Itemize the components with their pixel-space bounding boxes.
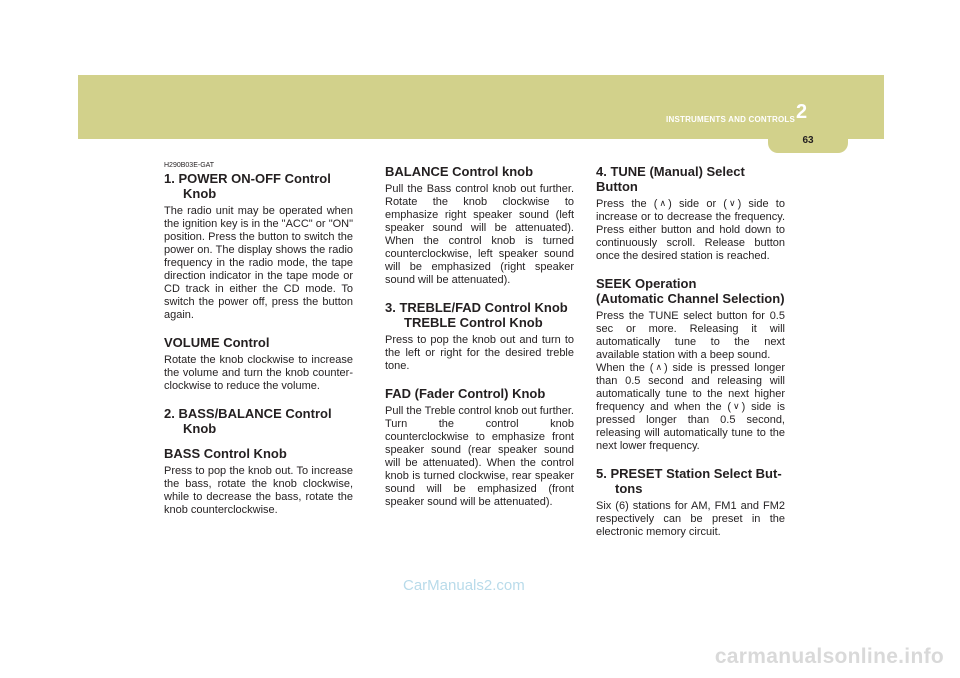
page-number: 63: [802, 135, 814, 146]
header-band: [78, 75, 884, 139]
heading-power-line2: Knob: [183, 186, 217, 201]
heading-seek-line2: (Automatic Channel Selection): [596, 291, 785, 306]
heading-power-line1: 1. POWER ON-OFF Control: [164, 171, 331, 186]
up-arrow-icon: ∧: [655, 362, 663, 372]
heading-preset-line2: tons: [615, 481, 643, 496]
heading-bass-balance-line1: 2. BASS/BALANCE Control: [164, 406, 332, 421]
seek-text-c: ) side is pressed longer than 0.5 second, releasing will automatically tune to the next lower frequency.: [596, 401, 785, 452]
footer-brand-link[interactable]: carmanualsonline.info: [714, 645, 944, 668]
down-arrow-icon: ∨: [733, 401, 740, 411]
heading-preset-line1: 5. PRESET Station Select But-: [596, 466, 782, 481]
section-code: H290B03E-GAT: [164, 162, 215, 169]
up-arrow-icon: ∧: [659, 198, 667, 208]
heading-bass-balance: [164, 406, 353, 436]
watermark-link[interactable]: CarManuals2.com: [403, 577, 525, 594]
paragraph-fad: Pull the Treble control knob out further. Turn the control knob counterclockwise to emphasize front speaker sound (rear speaker sound will be attenuated). When the control knob is turned clockwise, rear speaker sound will be emphasized (front speaker sound will be attenuated).: [385, 405, 574, 508]
down-arrow-icon: ∨: [728, 198, 736, 208]
tune-text-b: ) side or (: [668, 198, 727, 210]
heading-treble-line1: 3. TREBLE/FAD Control Knob: [385, 300, 568, 315]
column-2: [385, 158, 574, 509]
heading-fad-knob: FAD (Fader Control) Knob: [385, 386, 546, 401]
paragraph-bass: Press to pop the knob out. To increase the bass, rotate the knob clockwise, while to decrease the bass, rotate the knob counterclockwise.: [164, 465, 353, 516]
heading-bass-knob: BASS Control Knob: [164, 446, 287, 461]
heading-seek-operation: [596, 276, 785, 306]
paragraph-volume: Rotate the knob clockwise to increase the volume and turn the knob counter-clockwise to reduce the volume.: [164, 354, 353, 392]
heading-balance-knob: BALANCE Control knob: [385, 164, 534, 179]
heading-bass-balance-line2: Knob: [183, 421, 217, 436]
heading-tune-button: 4. TUNE (Manual) Select Button: [596, 164, 745, 194]
paragraph-balance: Pull the Bass control knob out further. Rotate the knob clockwise to emphasize right speaker sound (left speaker sound will be attenuated). When the control knob is turned counterclockwise, left speaker sound will be emphasized (right speaker sound will be attenuated).: [385, 183, 574, 286]
paragraph-treble: Press to pop the knob out and turn to the left or right for the desired treble tone.: [385, 334, 574, 372]
column-1: [164, 158, 353, 517]
chapter-number: 2: [796, 101, 808, 123]
paragraph-tune: [596, 198, 785, 263]
column-3: [596, 158, 785, 539]
paragraph-seek-2: [596, 362, 785, 453]
seek-text-a: When the (: [596, 362, 654, 374]
heading-power-control: [164, 171, 353, 201]
heading-volume-control: VOLUME Control: [164, 335, 270, 350]
heading-preset-buttons: [596, 466, 785, 496]
heading-treble-fad: [385, 300, 574, 330]
heading-seek-line1: SEEK Operation: [596, 276, 697, 291]
paragraph-preset: Six (6) stations for AM, FM1 and FM2 respectively can be preset in the electronic memory circuit.: [596, 500, 785, 538]
paragraph-power: The radio unit may be operated when the ignition key is in the "ACC" or "ON" position. Press the button to switch the power on. The display shows the radio frequency in the radio mode, the tape direction indicator in the tape mode or CD track in either the CD mode. To switch the power off, press the button again.: [164, 205, 353, 321]
tune-text-a: Press the (: [596, 198, 658, 210]
paragraph-seek-1: Press the TUNE select button for 0.5 sec or more. Releasing it will automatically tune to the next available station with a beep sound.: [596, 310, 785, 361]
section-title: INSTRUMENTS AND CONTROLS: [666, 115, 795, 124]
seek-text-b: ) side is pressed longer than 0.5 second and releasing will automatically tune to the next higher frequency and when the (: [596, 362, 785, 413]
tune-text-c: ) side to increase or to decrease the frequency. Press either button and hold down to continuously scroll. Release button once the desired station is reached.: [596, 198, 785, 262]
heading-treble-line2: TREBLE Control Knob: [404, 315, 543, 330]
